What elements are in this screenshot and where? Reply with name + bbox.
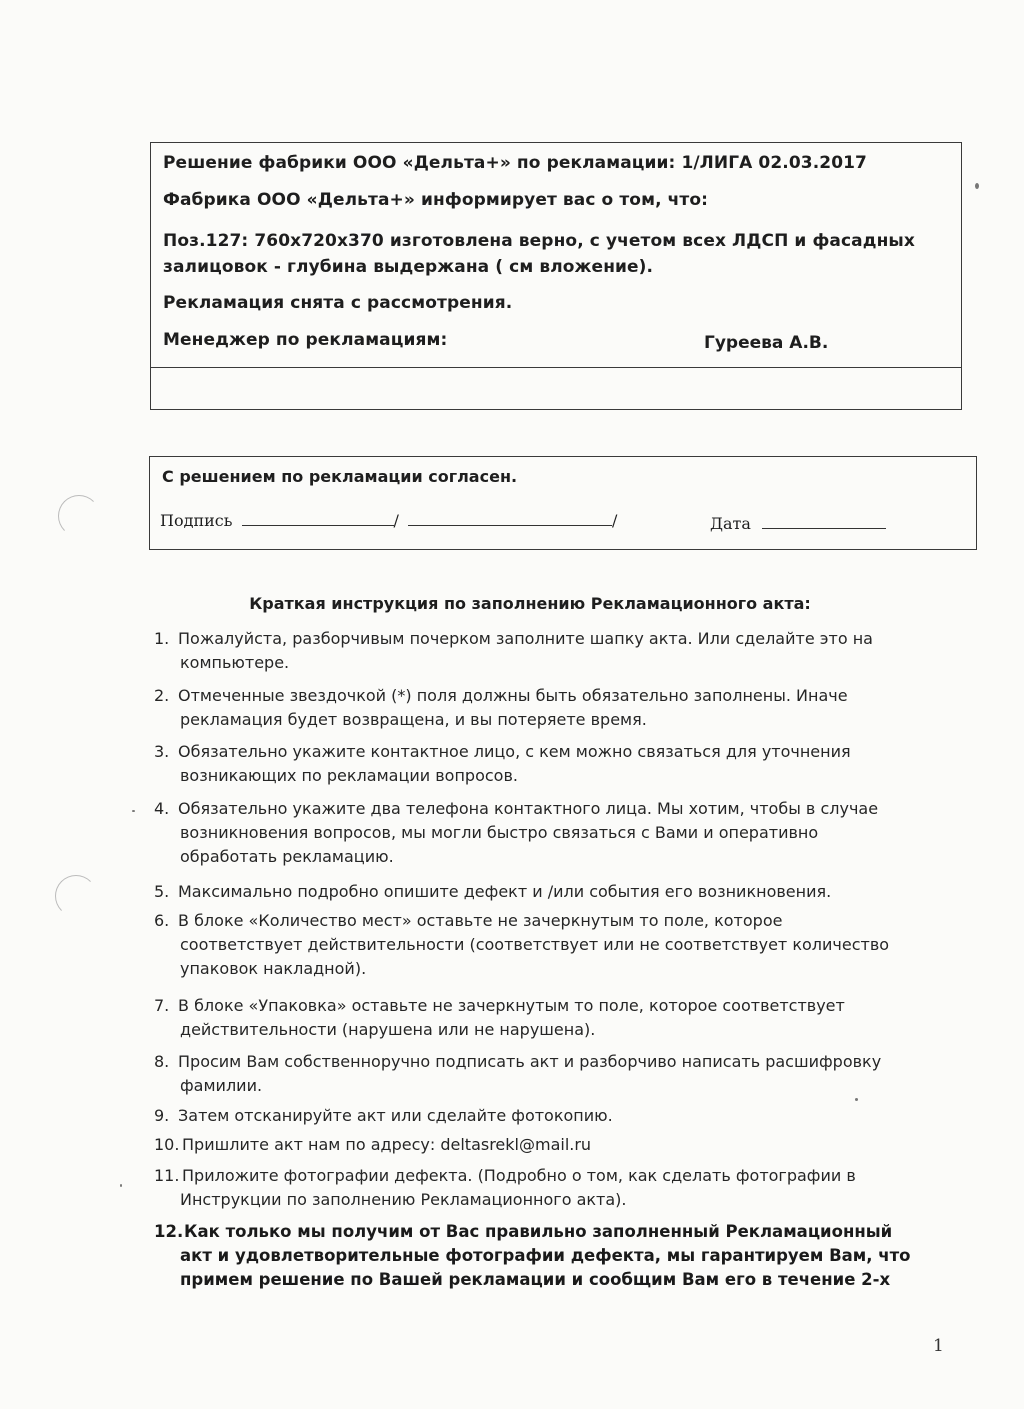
decision-title: Решение фабрики ООО «Дельта+» по рекламации: 1/ЛИГА 02.03.2017 xyxy=(163,153,867,173)
signature-slash-1: / xyxy=(393,511,399,530)
instruction-item: 1. Пожалуйста, разборчивым почерком заполните шапку акта. Или сделайте это на компьютере. xyxy=(154,629,873,672)
scan-mark xyxy=(55,875,97,917)
instruction-item: 8. Просим Вам собственноручно подписать акт и разборчиво написать расшифровку фамилии. xyxy=(154,1052,882,1095)
page-number: 1 xyxy=(933,1336,944,1356)
manager-name: Гуреева А.В. xyxy=(704,333,829,353)
decision-status: Рекламация снята с рассмотрения. xyxy=(163,293,513,313)
decision-content xyxy=(151,143,961,368)
decision-box xyxy=(150,142,962,410)
agreement-title: С решением по рекламации согласен. xyxy=(162,467,518,486)
signature-slash-2: / xyxy=(612,511,618,530)
scan-speck xyxy=(975,183,979,189)
instructions-title: Краткая инструкция по заполнению Рекламационного акта: xyxy=(249,594,811,613)
instruction-item: 5. Максимально подробно опишите дефект и /или события его возникновения. xyxy=(154,882,832,901)
instruction-item: 2. Отмеченные звездочкой (*) поля должны быть обязательно заполнены. Иначе рекламация будет возвращена, и вы потеряете время. xyxy=(154,686,848,729)
instruction-item: 11. Приложите фотографии дефекта. (Подробно о том, как сделать фотографии в Инструкции по заполнению Рекламационного акта). xyxy=(154,1166,856,1209)
date-line[interactable] xyxy=(762,512,886,529)
instruction-item: 9. Затем отсканируйте акт или сделайте фотокопию. xyxy=(154,1106,613,1125)
scan-speck xyxy=(120,1184,122,1187)
instruction-item: 10. Пришлите акт нам по адресу: deltasrekl@mail.ru xyxy=(154,1135,592,1154)
instruction-item: 3. Обязательно укажите контактное лицо, с кем можно связаться для уточнения возникающих по рекламации вопросов. xyxy=(154,742,851,785)
decision-intro: Фабрика ООО «Дельта+» информирует вас о том, что: xyxy=(163,190,709,210)
signature-name-line[interactable] xyxy=(408,509,612,526)
date-row xyxy=(710,512,886,533)
scan-speck xyxy=(132,810,135,812)
decision-detail-line-2: залицовок - глубина выдержана ( см вложение). xyxy=(163,257,654,277)
signature-label: Подпись xyxy=(160,511,233,530)
signature-row xyxy=(160,509,617,530)
instruction-item: 4. Обязательно укажите два телефона контактного лица. Мы хотим, чтобы в случае возникновения вопросов, мы могли быстро связаться с Вами и оперативно обработать рекламацию. xyxy=(154,799,879,866)
date-label: Дата xyxy=(710,514,751,533)
scan-speck xyxy=(855,1098,858,1101)
instruction-item: 6. В блоке «Количество мест» оставьте не зачеркнутым то поле, которое соответствует действительности (соответствует или не соответствует количество упаковок накладной). xyxy=(154,911,890,978)
decision-detail-line-1: Поз.127: 760x720x370 изготовлена верно, с учетом всех ЛДСП и фасадных xyxy=(163,231,915,251)
instruction-item: 12.Как только мы получим от Вас правильно заполненный Рекламационный акт и удовлетворительные фотографии дефекта, мы гарантируем Вам, что примем решение по Вашей рекламации и сообщим Вам его в течение 2-х xyxy=(154,1222,911,1289)
manager-label: Менеджер по рекламациям: xyxy=(163,330,448,350)
signature-line[interactable] xyxy=(242,509,394,526)
agreement-box xyxy=(149,456,977,550)
instruction-item: 7. В блоке «Упаковка» оставьте не зачеркнутым то поле, которое соответствует действительности (нарушена или не нарушена). xyxy=(154,996,845,1039)
scan-mark xyxy=(58,495,100,537)
